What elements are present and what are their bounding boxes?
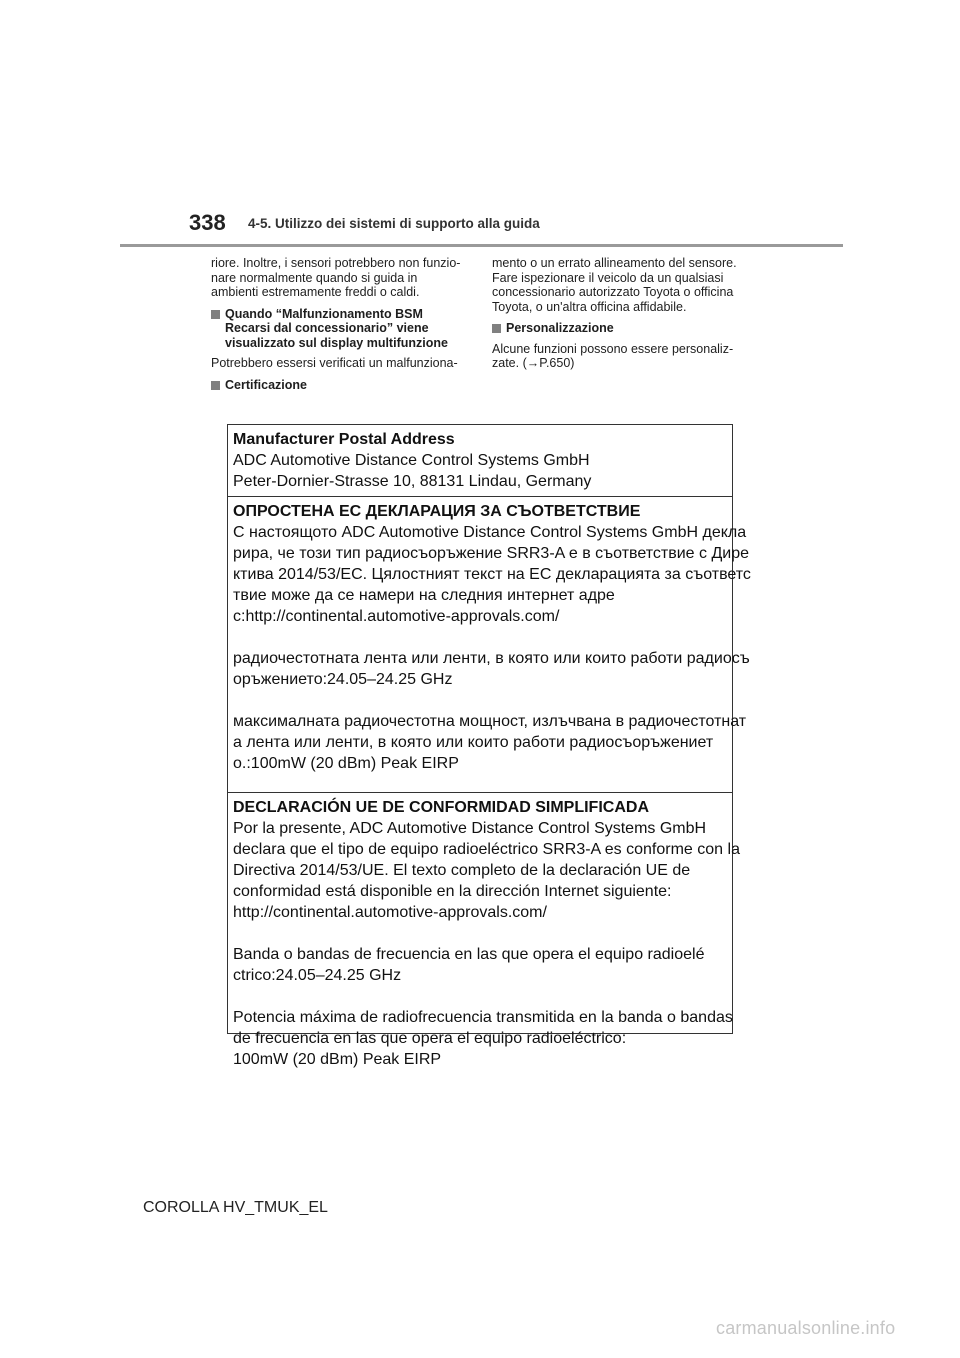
paragraph-line: Toyota, o un'altra officina affidabile. bbox=[492, 299, 687, 314]
spacer bbox=[233, 774, 728, 788]
heading-line: visualizzato sul display multifunzione bbox=[225, 335, 448, 350]
declaration-line: твие може да се намери на следния интернет адре bbox=[233, 587, 615, 604]
declaration-line: http://continental.automotive-approvals.com/ bbox=[233, 904, 547, 921]
declaration-line: Directiva 2014/53/UE. El texto completo de la declaración UE de bbox=[233, 862, 691, 879]
heading-line: Recarsi dal concessionario” viene bbox=[225, 321, 429, 335]
declaration-line: ктива 2014/53/ЕС. Цялостният текст на ЕС декларацията за съответс bbox=[233, 566, 751, 583]
certificate-box bbox=[227, 424, 751, 1068]
paragraph-line: Alcune funzioni possono essere personaliz- bbox=[492, 341, 734, 356]
manufacturer-section bbox=[228, 425, 732, 496]
page-number: 338 bbox=[189, 210, 226, 235]
bsm-malfunction-heading bbox=[211, 307, 473, 351]
declaration-line: declara que el tipo de equipo radioeléctrico SRR3-A es conforme con la bbox=[233, 841, 740, 858]
left-column bbox=[211, 256, 473, 398]
frequency-line: ctrico:24.05–24.25 GHz bbox=[233, 967, 402, 984]
power-line: максималната радиочестотна мощност, излъчвана в радиочестотнат bbox=[233, 713, 747, 730]
frequency-line: радиочестотната лента или ленти, в която или които работи радиосъ bbox=[233, 650, 750, 667]
intro-paragraph bbox=[211, 256, 473, 300]
right-column bbox=[492, 256, 754, 378]
power-line: de frecuencia en las que opera el equipo radioeléctrico: bbox=[233, 1030, 627, 1047]
frequency-line: Banda o bandas de frecuencia en las que opera el equipo radioelé bbox=[233, 946, 705, 963]
model-footer: COROLLA HV_TMUK_EL bbox=[143, 1199, 328, 1216]
declaration-line: рира, че този тип радиосъоръжение SRR3-A е в съответствие с Дире bbox=[233, 545, 750, 562]
spacer bbox=[233, 986, 728, 1007]
frequency-line: оръжението:24.05–24.25 GHz bbox=[233, 671, 453, 688]
paragraph-line: Fare ispezionare il veicolo da un qualsiasi bbox=[492, 270, 724, 285]
declaration-line: Por la presente, ADC Automotive Distance Control Systems GmbH bbox=[233, 820, 707, 837]
heading-line: Quando “Malfunzionamento BSM bbox=[225, 306, 423, 321]
header-divider bbox=[120, 244, 843, 247]
page-reference-link[interactable]: zate. (→P.650) bbox=[492, 356, 575, 370]
watermark: carmanualsonline.info bbox=[716, 1318, 896, 1338]
manufacturer-line: ADC Automotive Distance Control Systems GmbH bbox=[233, 452, 590, 469]
declaration-line: conformidad está disponible en la dirección Internet siguiente: bbox=[233, 883, 672, 900]
spacer bbox=[233, 627, 728, 648]
spanish-title: DECLARACIÓN UE DE CONFORMIDAD SIMPLIFICADA bbox=[233, 799, 649, 816]
heading-text: Certificazione bbox=[225, 377, 307, 392]
power-line: а лента или ленти, в която или които работи радиосъоръжениет bbox=[233, 734, 714, 751]
customization-paragraph bbox=[492, 342, 754, 371]
power-line: о.:100mW (20 dBm) Peak EIRP bbox=[233, 755, 459, 772]
power-line: 100mW (20 dBm) Peak EIRP bbox=[233, 1051, 442, 1068]
spanish-declaration bbox=[228, 792, 740, 1074]
power-line: Potencia máxima de radiofrecuencia transmitida en la banda o bandas bbox=[233, 1009, 733, 1026]
customization-heading bbox=[492, 321, 754, 336]
spacer bbox=[233, 923, 728, 944]
spacer bbox=[233, 690, 728, 711]
intro-line: riore. Inoltre, i sensori potrebbero non funzio- bbox=[211, 256, 461, 270]
malfunction-paragraph: Potrebbero essersi verificati un malfunziona- bbox=[211, 356, 458, 370]
paragraph-line: mento o un errato allineamento del sensore. bbox=[492, 256, 737, 270]
declaration-line: С настоящото ADC Automotive Distance Control Systems GmbH декла bbox=[233, 524, 747, 541]
manufacturer-line: Peter-Dornier-Strasse 10, 88131 Lindau, Germany bbox=[233, 473, 592, 490]
section-title: 4-5. Utilizzo dei sistemi di supporto alla guida bbox=[248, 216, 540, 231]
certification-heading bbox=[211, 378, 473, 393]
declaration-line: с:http://continental.automotive-approvals.com/ bbox=[233, 608, 560, 625]
intro-line: nare normalmente quando si guida in bbox=[211, 270, 418, 285]
bulgarian-title: ОПРОСТЕНА ЕС ДЕКЛАРАЦИЯ ЗА СЪОТВЕТСТВИЕ bbox=[233, 503, 641, 520]
square-bullet-icon bbox=[492, 324, 501, 333]
heading-text: Personalizzazione bbox=[506, 321, 614, 335]
paragraph-line: concessionario autorizzato Toyota o officina bbox=[492, 285, 734, 299]
manufacturer-title: Manufacturer Postal Address bbox=[233, 431, 455, 448]
inspection-paragraph bbox=[492, 256, 754, 314]
square-bullet-icon bbox=[211, 310, 220, 319]
intro-line: ambienti estremamente freddi o caldi. bbox=[211, 285, 420, 299]
square-bullet-icon bbox=[211, 381, 220, 390]
bulgarian-declaration bbox=[228, 496, 751, 792]
